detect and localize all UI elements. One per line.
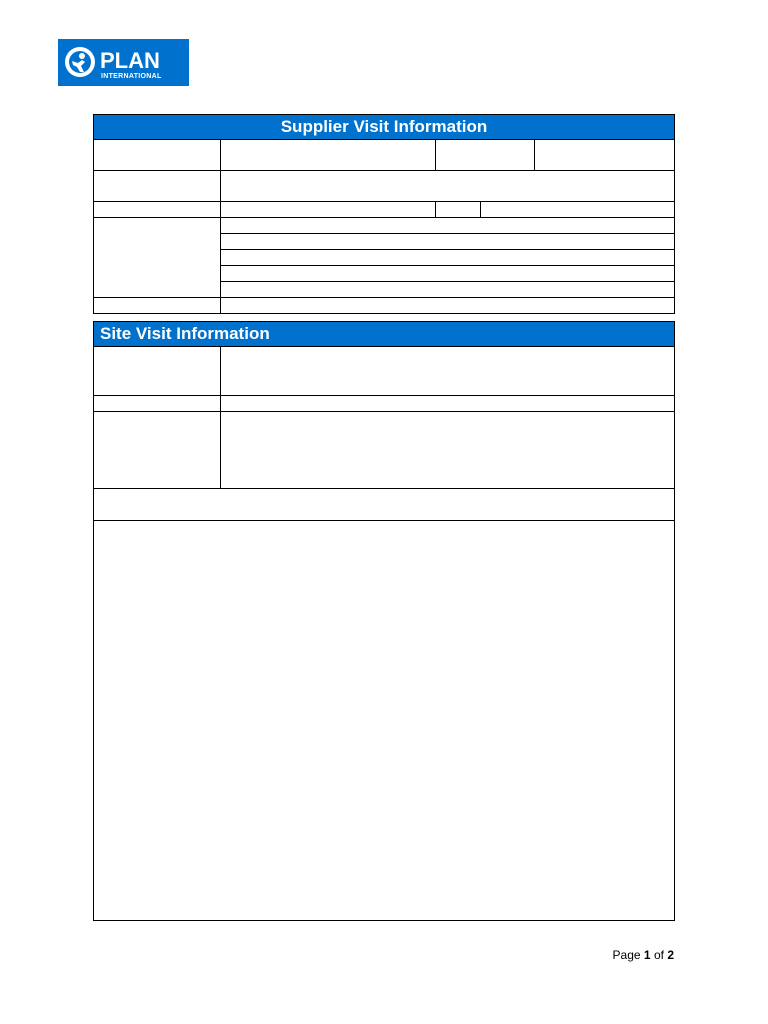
site-visit-table <box>93 321 675 921</box>
row-divider <box>94 170 674 171</box>
row-divider <box>94 488 674 489</box>
supplier-visit-table <box>93 114 675 314</box>
column-divider <box>220 139 221 314</box>
site-visit-header <box>94 322 674 347</box>
logo-subtitle: INTERNATIONAL <box>101 73 162 80</box>
row-divider <box>94 395 674 396</box>
of-label: of <box>653 948 664 962</box>
row-divider <box>94 520 674 521</box>
column-divider <box>435 139 436 170</box>
column-divider <box>435 201 436 217</box>
total-pages: 2 <box>667 948 674 962</box>
current-page: 1 <box>643 948 651 962</box>
row-divider <box>94 217 674 218</box>
column-divider <box>534 139 535 170</box>
plan-international-logo <box>58 39 189 86</box>
logo-wordmark: PLAN <box>100 48 160 73</box>
row-divider <box>94 411 674 412</box>
page-number <box>613 948 674 962</box>
row-divider <box>220 233 674 234</box>
supplier-visit-title: Supplier Visit Information <box>280 117 488 136</box>
row-divider <box>220 249 674 250</box>
row-divider <box>94 297 674 298</box>
row-divider <box>220 281 674 282</box>
column-divider <box>220 346 221 488</box>
row-divider <box>220 265 674 266</box>
row-divider <box>94 201 674 202</box>
site-visit-title: Site Visit Information <box>100 324 270 343</box>
page-label: Page <box>612 948 641 962</box>
column-divider <box>480 201 481 217</box>
supplier-visit-header <box>94 115 674 140</box>
